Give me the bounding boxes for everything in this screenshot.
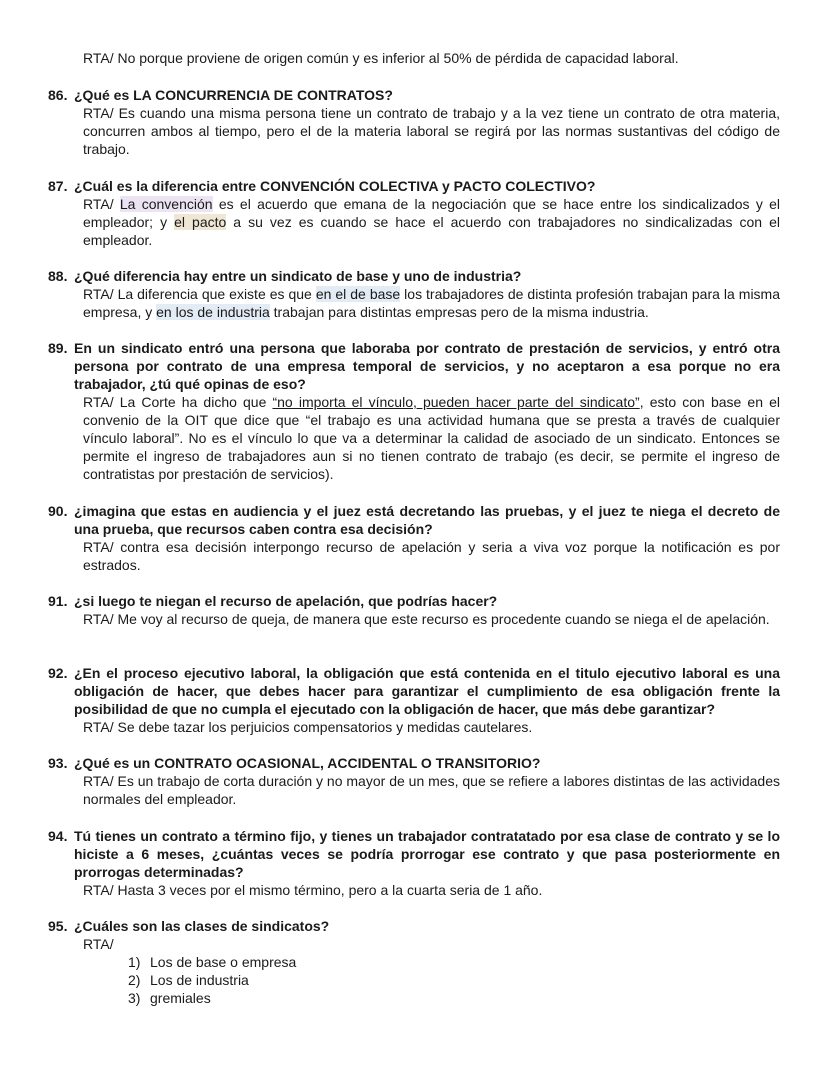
list-item [128,953,780,971]
question-text: ¿Cuál es la diferencia entre CONVENCIÓN COLECTIVA y PACTO COLECTIVO? [74,178,596,194]
question-text: En un sindicato entró una persona que laboraba por contrato de prestación de servicios, y entró otra persona por contrato de una empresa temporal de servicios, y no aceptaron a esa porque no era trabajador, ¿tú qué opinas de eso? [74,340,780,392]
question-87 [48,177,780,249]
question-88 [48,267,780,321]
question-title [48,267,780,285]
answer-part: RTA/ [83,196,120,212]
answer-text: RTA/ Me voy al recurso de queja, de manera que este recurso es procedente cuando se niega el de apelación. [83,611,770,627]
question-text: ¿si luego te niegan el recurso de apelación, que podrías hacer? [74,593,498,609]
question-text: ¿En el proceso ejecutivo laboral, la obligación que está contenida en el titulo ejecutivo laboral es una obligación de hacer, que debes hacer para garantizar el cumplimiento de esa obligación frente la posibilidad de que no cumpla el ejecutado con la obligación de hacer, que más debe garantizar? [74,665,780,717]
union-types-list [128,953,780,1007]
question-91 [48,592,780,628]
answer-part: , esto con base en el convenio de la OIT que dice que “el trabajo es una actividad humana que se presta a través de cualquier vínculo laboral”. No es el vínculo lo que va a determinar la calidad de asociado de un sindicato. Entonces se permite el ingreso de trabajadores aun si no tienen contrato de trabajo (es decir, se permite el ingreso de contratistas por prestación de servicios). [83,394,780,482]
question-title [48,827,780,881]
question-text: Tú tienes un contrato a término fijo, y tienes un trabajador contratatado por esa clase de contrato y se lo hiciste a 6 meses, ¿cuántas veces se podría prorrogar ese contrato y que pasa posteriormente en prorrogas determinadas? [74,828,780,880]
question-number: 91. [48,593,68,609]
answer-text: RTA/ contra esa decisión interpongo recurso de apelación y seria a viva voz porque la notificación es por estrados. [83,539,780,573]
question-number: 89. [48,340,68,356]
highlight-convencion: La convención [119,196,213,212]
highlight-industria: en los de industria [156,304,270,320]
question-title [48,917,780,935]
answer-text: RTA/ Hasta 3 veces por el mismo término, pero a la cuarta seria de 1 año. [83,882,543,898]
answer-text [83,285,780,321]
list-item [128,971,780,989]
answer-text: RTA/ Es un trabajo de corta duración y no mayor de un mes, que se refiere a labores distintas de las actividades normales del empleador. [83,773,780,807]
list-item-number: 1) [128,954,141,970]
question-title [48,339,780,393]
question-89 [48,339,780,483]
answer-text: RTA/ [83,936,114,952]
answer-part: a su vez es cuando se hace el acuerdo con trabajadores no sindicalizadas con el empleador. [83,214,780,248]
question-title [48,86,780,104]
answer-part: RTA/ La diferencia que existe es que [83,286,316,302]
question-94 [48,827,780,899]
question-number: 92. [48,665,68,681]
question-text: ¿imagina que estas en audiencia y el juez está decretando las pruebas, y el juez te niega el decreto de una prueba, que recursos caben contra esa decisión? [74,503,780,537]
answer-text: RTA/ Se debe tazar los perjuicios compensatorios y medidas cautelares. [83,719,533,735]
question-text: ¿Cuáles son las clases de sindicatos? [74,918,330,934]
question-number: 95. [48,918,68,934]
question-93 [48,754,780,808]
question-title [48,664,780,718]
question-title [48,177,780,195]
answer-part: es el acuerdo que emana de la negociación que se hace entre los sindicalizados y el empleador; y [83,196,780,230]
answer-text [83,195,780,249]
question-number: 90. [48,503,68,519]
answer-text [83,393,780,483]
question-title [48,502,780,538]
previous-answer: RTA/ No porque proviene de origen común y es inferior al 50% de pérdida de capacidad laboral. [83,50,679,66]
question-text: ¿Qué es LA CONCURRENCIA DE CONTRATOS? [74,87,393,103]
answer-text: RTA/ Es cuando una misma persona tiene un contrato de trabajo y a la vez tiene un contrato de otra materia, concurren ambos al tiempo, pero el de la materia laboral se regirá por las normas sustantivas del código de trabajo. [83,105,780,157]
list-item-number: 2) [128,972,141,988]
highlight-base: en el de base [315,286,401,302]
list-item-text: gremiales [150,990,211,1006]
question-title [48,754,780,772]
answer-part: trabajan para distintas empresas pero de la misma industria. [269,304,649,320]
question-95 [48,917,780,1007]
highlight-pacto: el pacto [174,214,227,230]
question-number: 94. [48,828,68,844]
list-item-text: Los de base o empresa [150,954,297,970]
list-item-number: 3) [128,990,141,1006]
question-text: ¿Qué es un CONTRATO OCASIONAL, ACCIDENTAL O TRANSITORIO? [74,755,541,771]
question-number: 93. [48,755,68,771]
underlined-quote: “no importa el vínculo, pueden hacer parte del sindicato” [272,394,640,410]
question-number: 87. [48,178,68,194]
question-86 [48,86,780,158]
question-title [48,592,780,610]
answer-part: los trabajadores de distinta profesión trabajan para la misma empresa, y [83,286,781,320]
question-number: 86. [48,87,68,103]
question-number: 88. [48,268,68,284]
answer-part: RTA/ La Corte ha dicho que [83,394,273,410]
question-90 [48,502,780,574]
list-item-text: Los de industria [150,972,249,988]
list-item [128,989,780,1007]
question-text: ¿Qué diferencia hay entre un sindicato de base y uno de industria? [74,268,522,284]
question-92 [48,664,780,736]
